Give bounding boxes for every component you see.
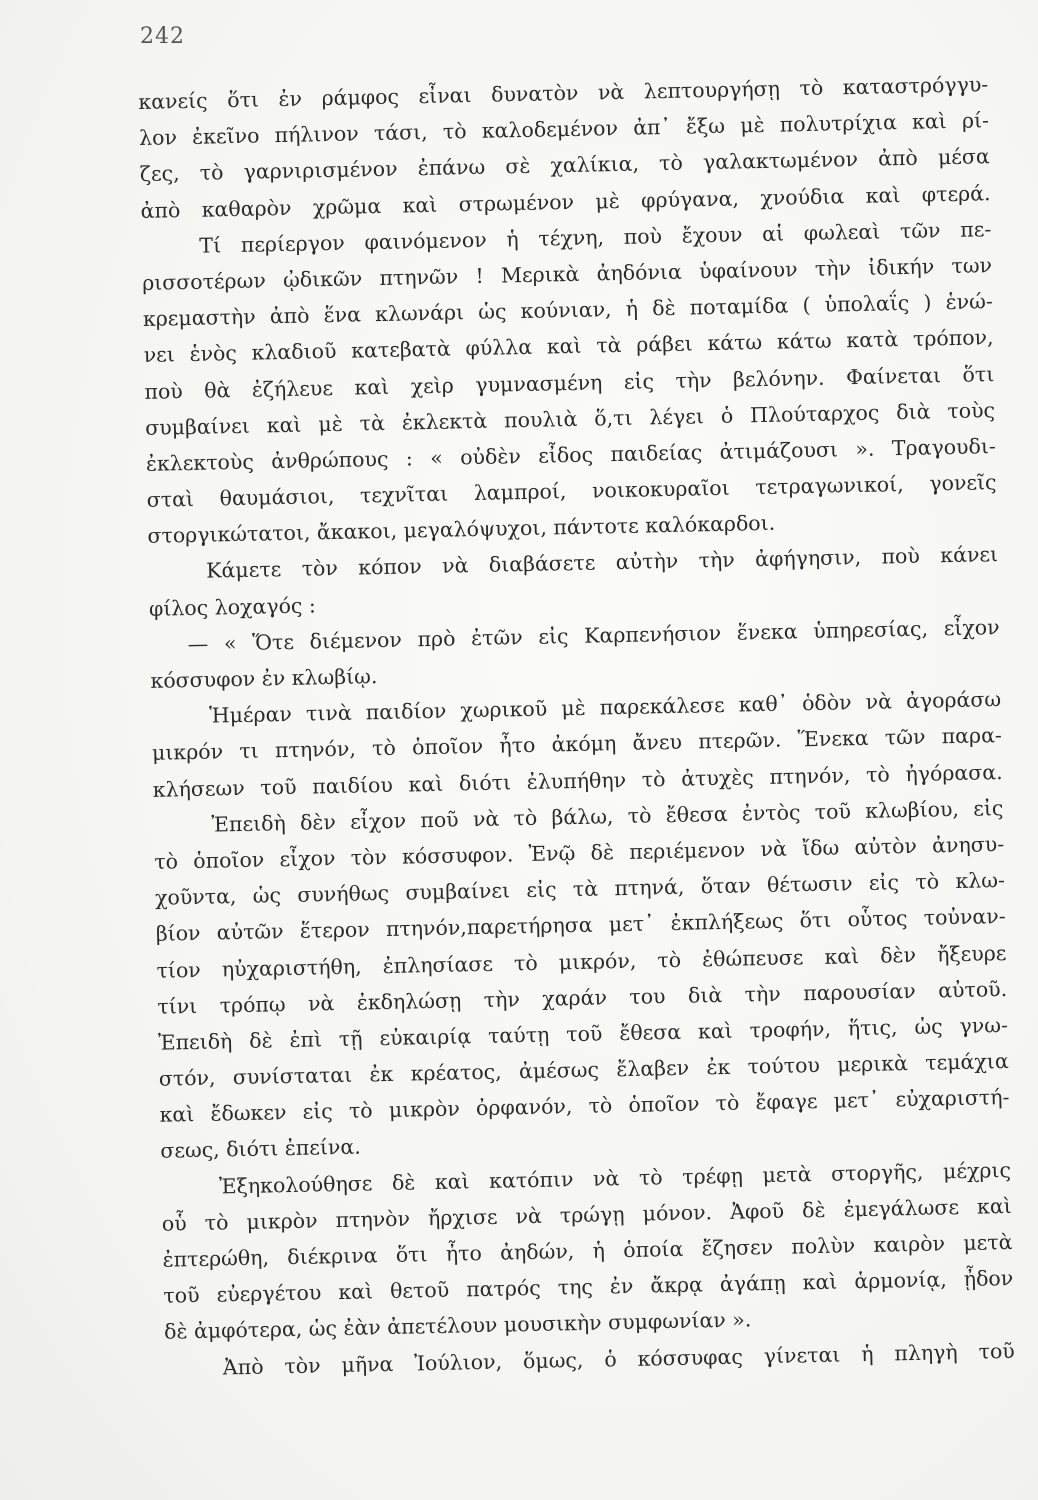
- text-line: τίνι τρόπῳ νὰ ἐκδηλώσῃ τὴν χαράν του διὰ τὴν παρουσίαν αὐτοῦ.: [157, 976, 1008, 1019]
- text-line: Ἐξηκολούθησε δὲ καὶ κατόπιν νὰ τὸ τρέφῃ μετὰ στοργῆς, μέχρις: [218, 1157, 1012, 1199]
- text-line: — « Ὅτε διέμενον πρὸ ἐτῶν εἰς Καρπενήσιον ἕνεκα ὑπηρεσίας, εἶχον: [187, 614, 1000, 656]
- text-line: συμβαίνει καὶ μὲ τὰ ἐκλεκτὰ πουλιὰ ὅ,τι λέγει ὁ Πλούταρχος διὰ τοὺς: [144, 397, 996, 440]
- text-line: ποὺ θὰ ἐζήλευε καὶ χεὶρ γυμνασμένη εἰς τὴν βελόνην. Φαίνεται ὅτι: [144, 361, 995, 404]
- text-line: ἐκλεκτοὺς ἀνθρώπους : « οὐδὲν εἶδος παιδείας ἀτιμάζουσι ». Τραγουδι-: [145, 433, 997, 476]
- text-line: τίον ηὐχαριστήθη, ἐπλησίασε τὸ μικρόν, τὸ ἐθώπευσε καὶ δὲν ἤξευρε: [156, 940, 1007, 983]
- page-number: 242: [140, 24, 185, 49]
- text-line: Τί περίεργον φαινόμενον ἡ τέχνη, ποὺ ἔχουν αἱ φωλεαὶ τῶν πε-: [199, 216, 992, 258]
- text-line: ζες, τὸ γαρνιρισμένον ἐπάνω σὲ χαλίκια, τὸ γαλακτωμένον ἀπὸ μέσα: [139, 144, 990, 187]
- text-line: λον ἐκεῖνο πήλινον τάσι, τὸ καλοδεμένον ἀπ᾽ ἔξω μὲ πολυτρίχια καὶ ρί-: [138, 108, 990, 151]
- text-line: ἀπὸ καθαρὸν χρῶμα καὶ στρωμένον μὲ φρύγανα, χνούδια καὶ φτερά.: [140, 180, 991, 223]
- text-line: Κάμετε τὸν κόπον νὰ διαβάσετε αὐτὴν τὴν ἀφήγησιν, ποὺ κάνει: [205, 542, 999, 584]
- text-line: Ἐπειδὴ δὲ ἐπὶ τῇ εὐκαιρίᾳ ταύτῃ τοῦ ἔθεσα καὶ τροφήν, ἥτις, ὡς γνω-: [157, 1012, 1009, 1055]
- text-line: ἐπτερώθη, διέκρινα ὅτι ἦτο ἀηδών, ἡ ὁποία ἔζησεν πολὺν καιρὸν μετὰ: [162, 1229, 1013, 1272]
- text-line: στοργικώτατοι, ἄκακοι, μεγαλόψυχοι, πάντοτε καλόκαρδοι.: [147, 511, 776, 549]
- text-line: κανείς ὅτι ἐν ράμφος εἶναι δυνατὸν νὰ λεπτουργήσῃ τὸ καταστρόγγυ-: [138, 72, 989, 114]
- text-line: τοῦ εὐεργέτου καὶ θετοῦ πατρός της ἐν ἄκρᾳ ἀγάπῃ καὶ ἁρμονίᾳ, ᾖδον: [163, 1266, 1014, 1308]
- text-line: σεως, διότι ἐπείνα.: [160, 1135, 361, 1164]
- text-line: Ἀπὸ τὸν μῆνα Ἰούλιον, ὅμως, ὁ κόσσυφας γίνεται ἡ πληγὴ τοῦ: [222, 1338, 1015, 1380]
- text-line: φίλος λοχαγός :: [148, 593, 317, 621]
- text-line: χοῦντα, ὡς συνήθως συμβαίνει εἰς τὰ πτηνά, ὅταν θέτωσιν εἰς τὸ κλω-: [154, 868, 1006, 910]
- text-line: μικρόν τι πτηνόν, τὸ ὁποῖον ἦτο ἀκόμη ἄνευ πτερῶν. Ἕνεκα τῶν παρα-: [151, 723, 1003, 766]
- text-line: ρισσοτέρων ᾠδικῶν πτηνῶν ! Μερικὰ ἀηδόνια ὑφαίνουν τὴν ἰδικήν των: [141, 253, 993, 295]
- text-line: Ἡμέραν τινὰ παιδίον χωρικοῦ μὲ παρεκάλεσε καθ᾽ ὁδὸν νὰ ἀγοράσω: [208, 687, 1002, 728]
- text-line: δὲ ἀμφότερα, ὡς ἐὰν ἀπετέλουν μουσικὴν συμφωνίαν ».: [163, 1307, 752, 1345]
- text-line: Ἐπειδὴ δὲν εἶχον ποῦ νὰ τὸ βάλω, τὸ ἔθεσα ἐντὸς τοῦ κλωβίου, εἰς: [211, 795, 1004, 837]
- text-line: νει ἑνὸς κλαδιοῦ κατεβατὰ φύλλα καὶ τὰ ράβει κάτω κάτω κατὰ τρόπον,: [143, 325, 994, 368]
- text-line: σταὶ θαυμάσιοι, τεχνῖται λαμπροί, νοικοκυραῖοι τετραγωνικοί, γονεῖς: [146, 470, 997, 512]
- text-line: κρεμαστὴν ἀπὸ ἕνα κλωνάρι ὡς κούνιαν, ἡ δὲ ποταμίδα ( ὑπολαΐς ) ἑνώ-: [142, 289, 993, 332]
- text-line: κλήσεων τοῦ παιδίου καὶ διότι ἐλυπήθην τὸ ἀτυχὲς πτηνόν, τὸ ἠγόρασα.: [152, 759, 1003, 802]
- text-line: τὸ ὁποῖον εἶχον τὸν κόσσυφον. Ἐνῷ δὲ περιέμενον νὰ ἴδω αὐτὸν ἀνησυ-: [154, 831, 1005, 874]
- body-text: [138, 66, 1015, 1386]
- text-line: βίον αὐτῶν ἕτερον πτηνόν,παρετήρησα μετ᾽ ἐκπλήξεως ὅτι οὗτος τοὐναν-: [155, 904, 1006, 947]
- text-line: καὶ ἔδωκεν εἰς τὸ μικρὸν ὀρφανόν, τὸ ὁποῖον τὸ ἔφαγε μετ᾽ εὐχαριστή-: [159, 1085, 1010, 1128]
- text-line: στόν, συνίσταται ἐκ κρέατος, ἀμέσως ἔλαβεν ἐκ τούτου μερικὰ τεμάχια: [158, 1049, 1009, 1091]
- text-line: κόσσυφον ἐν κλωβίῳ.: [150, 664, 378, 693]
- text-line: οὗ τὸ μικρὸν πτηνὸν ἤρχισε νὰ τρώγῃ μόνον. Ἀφοῦ δὲ ἐμεγάλωσε καὶ: [161, 1193, 1012, 1236]
